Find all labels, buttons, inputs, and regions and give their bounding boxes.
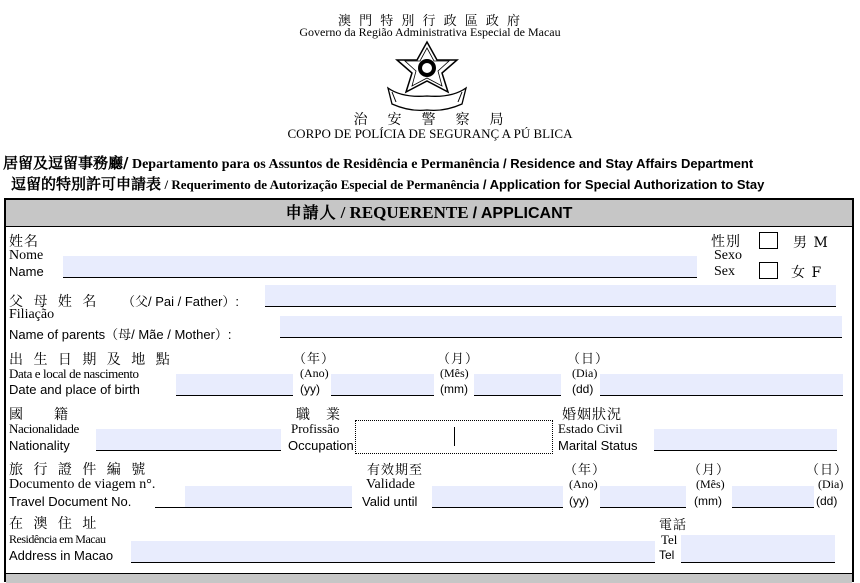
travel-doc-underline [155,507,185,508]
sex-label-chinese: 性別 [711,234,741,250]
police-name-chinese: 治 安 警 察 局 [353,112,507,128]
name-field[interactable] [63,256,697,278]
occupation-label-portuguese: Profissão [291,421,340,436]
birth-day-field[interactable] [600,374,843,396]
marital-label-english: Marital Status [558,438,638,453]
marital-status-field[interactable] [654,429,837,451]
nationality-label-chinese: 國 籍 [9,407,69,423]
valid-year-label-chinese: （年） [564,463,607,478]
marital-label-chinese: 婚姻狀況 [562,407,622,423]
valid-year-label-english: (yy) [569,494,589,508]
form-title-portuguese: / Requerimento de Autorização Especial de Permanência [164,177,480,192]
tel-label-english: Tel [659,548,675,562]
mother-name-field[interactable] [280,316,842,338]
sex-label-portuguese: Sexo [714,248,742,263]
valid-day-label-chinese: （日） [806,463,849,478]
tel-label-portuguese: Tel [661,532,678,547]
name-label-english: Name [9,264,44,279]
nationality-label-portuguese: Nacionalidade [9,421,79,436]
name-label-chinese: 姓名 [9,234,39,250]
birth-label-portuguese: Data e local de nascimento [9,366,139,381]
birth-day-label-chinese: （日） [567,352,610,367]
validity-label-english: Valid until [362,494,418,509]
section-title-english: / APPLICANT [472,205,573,222]
valid-day-label-portuguese: (Dia) [818,477,844,491]
birth-year-label-chinese: （年） [293,352,336,367]
nationality-label-english: Nationality [9,438,70,453]
travel-doc-number-field[interactable] [185,486,352,508]
form-title-english: / Application for Special Authorization to Stay [482,177,765,192]
birth-day-label-english: (dd) [572,382,594,396]
birth-month-label-portuguese: (Mês) [440,366,469,380]
father-name-field[interactable] [265,285,836,307]
father-label: （父/ Pai / Father）: [122,294,240,309]
valid-year-field[interactable] [600,486,686,508]
birth-label-english: Date and place of birth [9,382,140,397]
address-label-portuguese: Residência em Macau [9,532,106,546]
marital-label-portuguese: Estado Civil [558,421,623,436]
birth-label-chinese: 出 生 日 期 及 地 點 [9,352,173,368]
occupation-label-english: Occupation [288,438,354,453]
section-title-portuguese: / REQUERENTE [340,203,469,222]
department-english: / Residence and Stay Affairs Department [502,156,754,171]
valid-month-field[interactable] [732,486,814,508]
mother-label: Name of parents（母/ Mãe / Mother）: [9,327,232,342]
validity-label-chinese: 有效期至 [367,463,424,478]
form-title-chinese: 逗留的特別許可申請表 [11,175,162,193]
validity-label-portuguese: Validade [366,477,415,492]
government-name-chinese: 澳 門 特 別 行 政 區 政 府 [337,14,523,29]
name-label-portuguese: Nome [9,248,44,263]
birth-month-field[interactable] [474,374,561,396]
address-label-chinese: 在 澳 住 址 [9,516,100,532]
government-name-portuguese: Governo da Região Administrativa Especial de Macau [299,25,561,39]
department-line [3,152,753,173]
birth-month-label-english: (mm) [440,382,468,396]
tel-label-chinese: 電話 [659,518,688,533]
sex-label-english: Sex [714,264,735,279]
validity-field[interactable] [432,486,563,508]
birth-month-label-chinese: （月） [437,352,480,367]
valid-day-label-english: (dd) [816,494,838,508]
form-title-line [11,173,764,194]
police-emblem-icon [382,40,472,112]
tel-field[interactable] [681,535,835,563]
male-checkbox[interactable] [759,232,778,249]
police-name-portuguese: CORPO DE POLÍCIA DE SEGURANÇ A PÚ BLICA [287,126,573,141]
section-header [6,200,852,227]
department-portuguese: Departamento para os Assuntos de Residência e Permanência [131,157,500,172]
birth-day-label-portuguese: (Dia) [572,366,598,380]
valid-month-label-english: (mm) [694,494,722,508]
address-label-english: Address in Macao [9,548,114,563]
occupation-label-chinese: 職 業 [296,407,341,423]
text-cursor [454,427,455,446]
parents-label-portuguese: Filiação [9,307,55,322]
travel-doc-label-portuguese: Documento de viagem n°. [9,477,156,492]
valid-month-label-portuguese: (Mês) [696,477,725,491]
travel-doc-label-chinese: 旅 行 證 件 編 號 [9,462,149,478]
address-field[interactable] [131,541,655,563]
female-label: 女 F [791,265,823,281]
valid-year-label-portuguese: (Ano) [569,477,598,491]
birth-year-label-english: (yy) [300,382,320,396]
section-title-chinese: 申請人 [285,203,337,222]
birth-year-field[interactable] [331,374,434,396]
travel-doc-label-english: Travel Document No. [9,494,132,509]
nationality-field[interactable] [96,429,281,451]
male-label: 男 M [793,235,829,251]
department-chinese: 居留及逗留事務廳/ [3,154,129,172]
birth-place-field[interactable] [176,374,293,396]
birth-year-label-portuguese: (Ano) [300,366,329,380]
parents-label-chinese: 父 母 姓 名 [9,294,100,310]
female-checkbox[interactable] [759,262,778,279]
occupation-field[interactable] [355,420,553,454]
valid-month-label-chinese: （月） [688,463,731,478]
